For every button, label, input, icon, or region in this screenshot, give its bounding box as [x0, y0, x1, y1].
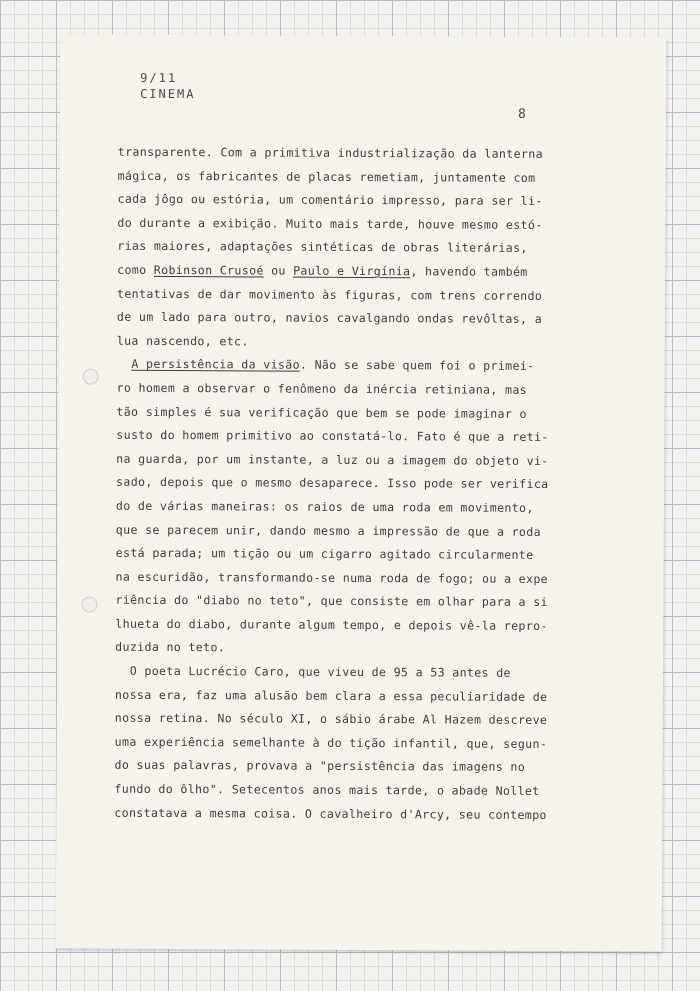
underlined-title: Robinson Crusoé [153, 262, 264, 278]
text-line: do durante a exibição. Muito mais tarde, houve mesmo estó- [117, 215, 543, 232]
text-line: de um lado para outro, navios cavalgando ondas revôltas, a [116, 309, 543, 327]
text-line [117, 259, 557, 285]
section-heading: A persistência da visão [131, 357, 300, 373]
page-number: 8 [517, 106, 528, 122]
text-line: mágica, os fabricantes de placas remetiam, juntamente com [117, 168, 536, 185]
text-line: do suas palavras, provava a "persistência das imagens no [114, 758, 526, 775]
text-line: ro homem a observar o fenômeno da inércia retiniana, mas [116, 380, 528, 397]
text-line: tentativas de dar movimento às figuras, com trens correndo [117, 286, 543, 303]
text-line: lua nascendo, etc. [116, 333, 249, 349]
text-segment: como [117, 262, 154, 277]
text-segment: . Não se sabe quem foi o primei- [299, 358, 535, 374]
text-line: cada jôgo ou estória, um comentário impresso, para ser li- [117, 191, 543, 209]
text-line: nossa era, faz uma alusão bem clara a essa peculiaridade de [114, 687, 548, 704]
text-line: rias maiores, adaptações sintéticas de obras literárias, [117, 239, 528, 256]
underlined-title: Paulo e Virgínia [293, 263, 411, 279]
text-segment: , havendo também [410, 264, 528, 279]
text-line: constatava a mesma coisa. O cavalheiro d'Arcy, seu contempo [114, 805, 547, 822]
text-line: está parada; um tição ou um cigarro agitado circularmente [115, 545, 534, 562]
punch-hole [83, 369, 99, 385]
text-line: sado, depois que o mesmo desaparece. Isso pode ser verifica [116, 475, 549, 492]
document-page [56, 34, 667, 951]
text-line: nossa retina. No século XI, o sábio árabe Al Hazem descreve [114, 710, 548, 728]
text-line [117, 353, 557, 379]
section-title: CINEMA [140, 86, 196, 102]
text-line: riência do "diabo no teto", que consiste em olhar para a si [115, 592, 548, 610]
text-line: na escuridão, transformando-se numa roda de fogo; ou a expe [115, 569, 549, 586]
text-line: fundo do ôlho". Setecentos anos mais tarde, o abade Nollet [114, 781, 540, 798]
text-line [115, 660, 555, 686]
punch-hole [81, 597, 97, 613]
text-segment: ou [263, 263, 294, 278]
document-reference: 9/11 [140, 70, 178, 86]
text-line: lhueta do diabo, durante algum tempo, e depois vê-la repro- [115, 616, 548, 633]
text-segment: O poeta Lucrécio Caro, que viveu de 95 a 53 antes de [129, 663, 511, 680]
text-line: tão simples é sua verificação que bem se pode imaginar o [116, 404, 527, 421]
text-line: duzida no teto. [115, 640, 226, 655]
text-line: na guarda, por um instante, a luz ou a imagem do objeto vi- [116, 451, 549, 468]
text-line: do de várias maneiras: os raios de uma roda em movimento, [115, 498, 534, 515]
text-line: transparente. Com a primitiva industrialização da lanterna [117, 144, 543, 161]
text-line: que se parecem unir, dando mesmo a impressão de que a roda [115, 522, 541, 539]
text-line: susto do homem primitivo ao constatá-lo. Fato é que a reti- [116, 427, 549, 445]
typewritten-text [114, 141, 558, 828]
text-line: uma experiência semelhante à do tição infantil, que, segun- [114, 734, 548, 751]
